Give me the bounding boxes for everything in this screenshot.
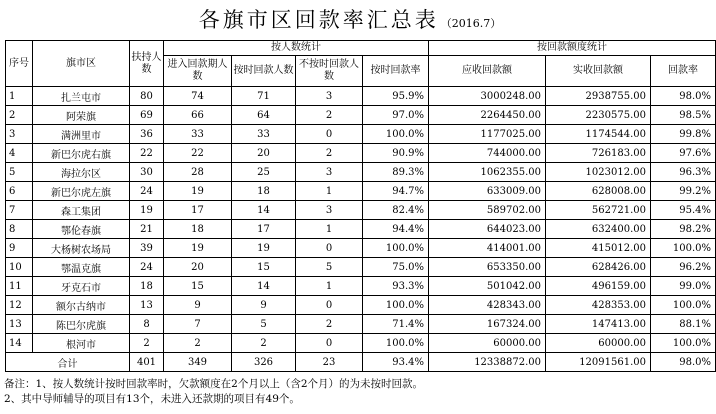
cell-no: 13: [6, 315, 33, 334]
cell-entered: 28: [164, 163, 232, 182]
table-row: [6, 163, 716, 182]
cell-ontime: 20: [232, 144, 296, 163]
cell-entered: 22: [164, 144, 232, 163]
cell-holders: 19: [130, 201, 164, 220]
cell-received: 726183.00: [546, 144, 651, 163]
cell-no: 11: [6, 277, 33, 296]
cell-due: 1062355.00: [429, 163, 546, 182]
cell-region: 额尔古纳市: [33, 296, 130, 315]
cell-no: 2: [6, 106, 33, 125]
cell-ontime-rate: 100.0%: [363, 125, 429, 144]
cell-not-ontime: 0: [296, 239, 363, 258]
cell-return-rate: 99.8%: [651, 125, 716, 144]
cell-no: 5: [6, 163, 33, 182]
table-row: [6, 144, 716, 163]
cell-due: 3000248.00: [429, 87, 546, 106]
cell-entered: 15: [164, 277, 232, 296]
cell-received: 1023012.00: [546, 163, 651, 182]
table-row: [6, 277, 716, 296]
cell-return-rate: 98.2%: [651, 220, 716, 239]
cell-received: 428353.00: [546, 296, 651, 315]
cell-not-ontime: 0: [296, 125, 363, 144]
cell-due: 653350.00: [429, 258, 546, 277]
cell-return-rate: 95.4%: [651, 201, 716, 220]
cell-due: 589702.00: [429, 201, 546, 220]
cell-no: 14: [6, 334, 33, 353]
cell-not-ontime: 3: [296, 201, 363, 220]
header-seq: 序号: [6, 41, 33, 87]
cell-region: 鄂伦春旗: [33, 220, 130, 239]
cell-ontime-rate: 100.0%: [363, 334, 429, 353]
cell-ontime: 14: [232, 201, 296, 220]
cell-region: 新巴尔虎左旗: [33, 182, 130, 201]
cell-ontime-rate: 94.7%: [363, 182, 429, 201]
header-entered: 进入回款期人数: [164, 56, 232, 87]
cell-ontime: 18: [232, 182, 296, 201]
cell-due: 428343.00: [429, 296, 546, 315]
cell-entered: 74: [164, 87, 232, 106]
cell-due: 501042.00: [429, 277, 546, 296]
cell-ontime-rate: 89.3%: [363, 163, 429, 182]
cell-entered: 7: [164, 315, 232, 334]
cell-ontime-rate: 100.0%: [363, 239, 429, 258]
cell-received: 562721.00: [546, 201, 651, 220]
cell-due: 1177025.00: [429, 125, 546, 144]
title-date: （2016.7）: [440, 17, 502, 30]
cell-return-rate: 100.0%: [651, 239, 716, 258]
cell-entered: 33: [164, 125, 232, 144]
note-line: 2、其中导师辅导的项目有13个，未进入还款期的项目有49个。: [4, 393, 300, 405]
cell-not-ontime: 3: [296, 163, 363, 182]
cell-due: 60000.00: [429, 334, 546, 353]
cell-return-rate: 97.6%: [651, 144, 716, 163]
cell-ontime: 17: [232, 220, 296, 239]
cell-ontime: 19: [232, 239, 296, 258]
cell-due: 167324.00: [429, 315, 546, 334]
cell-holders: 39: [130, 239, 164, 258]
cell-received: 60000.00: [546, 334, 651, 353]
cell-received: 628008.00: [546, 182, 651, 201]
cell-holders: 24: [130, 182, 164, 201]
cell-due: 644023.00: [429, 220, 546, 239]
cell-return-rate: 98.5%: [651, 106, 716, 125]
cell-holders: 13: [130, 296, 164, 315]
table-row: [6, 315, 716, 334]
cell-entered: 19: [164, 239, 232, 258]
cell-due: 414001.00: [429, 239, 546, 258]
cell-ontime: 25: [232, 163, 296, 182]
header-not-ontime: 不按时回款人数: [296, 56, 363, 87]
table-row: [6, 334, 716, 353]
cell-no: 4: [6, 144, 33, 163]
cell-region: 阿荣旗: [33, 106, 130, 125]
cell-holders: 24: [130, 258, 164, 277]
cell-no: 1: [6, 87, 33, 106]
cell-region: 新巴尔虎右旗: [33, 144, 130, 163]
cell-no: 8: [6, 220, 33, 239]
title-block: [0, 4, 700, 34]
cell-region: 满洲里市: [33, 125, 130, 144]
cell-ontime: 64: [232, 106, 296, 125]
cell-region: 森工集团: [33, 201, 130, 220]
total-return-rate: 98.0%: [651, 353, 716, 372]
cell-return-rate: 99.2%: [651, 182, 716, 201]
cell-entered: 18: [164, 220, 232, 239]
cell-region: 根河市: [33, 334, 130, 353]
cell-not-ontime: 0: [296, 296, 363, 315]
cell-not-ontime: 2: [296, 315, 363, 334]
cell-ontime-rate: 75.0%: [363, 258, 429, 277]
cell-return-rate: 100.0%: [651, 334, 716, 353]
cell-ontime: 2: [232, 334, 296, 353]
table-row: [6, 201, 716, 220]
header-ontime-rate: 按时回款率: [363, 56, 429, 87]
header-region: 旗市区: [33, 41, 130, 87]
notes: [4, 377, 423, 407]
cell-not-ontime: 5: [296, 258, 363, 277]
header-ontime: 按时回款人数: [232, 56, 296, 87]
cell-region: 大杨树农场局: [33, 239, 130, 258]
cell-return-rate: 96.3%: [651, 163, 716, 182]
cell-due: 633009.00: [429, 182, 546, 201]
total-due: 12338872.00: [429, 353, 546, 372]
cell-holders: 30: [130, 163, 164, 182]
header-due: 应收回款额: [429, 56, 546, 87]
cell-holders: 36: [130, 125, 164, 144]
cell-return-rate: 99.0%: [651, 277, 716, 296]
cell-entered: 2: [164, 334, 232, 353]
cell-due: 2264450.00: [429, 106, 546, 125]
cell-ontime: 5: [232, 315, 296, 334]
cell-holders: 2: [130, 334, 164, 353]
header-received: 实收回款额: [546, 56, 651, 87]
table-row: [6, 239, 716, 258]
total-ontime: 326: [232, 353, 296, 372]
cell-received: 496159.00: [546, 277, 651, 296]
cell-ontime-rate: 82.4%: [363, 201, 429, 220]
cell-due: 744000.00: [429, 144, 546, 163]
total-not-ontime: 23: [296, 353, 363, 372]
cell-holders: 80: [130, 87, 164, 106]
cell-region: 牙克石市: [33, 277, 130, 296]
cell-no: 10: [6, 258, 33, 277]
cell-received: 628426.00: [546, 258, 651, 277]
cell-no: 3: [6, 125, 33, 144]
total-label: 合计: [6, 353, 130, 372]
cell-region: 扎兰屯市: [33, 87, 130, 106]
cell-entered: 9: [164, 296, 232, 315]
cell-holders: 8: [130, 315, 164, 334]
cell-entered: 17: [164, 201, 232, 220]
table-row: [6, 182, 716, 201]
cell-return-rate: 98.0%: [651, 87, 716, 106]
cell-not-ontime: 1: [296, 182, 363, 201]
cell-holders: 21: [130, 220, 164, 239]
table-row: [6, 296, 716, 315]
cell-return-rate: 100.0%: [651, 296, 716, 315]
summary-table: [5, 40, 716, 372]
cell-no: 12: [6, 296, 33, 315]
cell-holders: 18: [130, 277, 164, 296]
cell-not-ontime: 2: [296, 106, 363, 125]
cell-received: 632400.00: [546, 220, 651, 239]
header-group-amount: 按回款额度统计: [429, 41, 716, 56]
cell-region: 鄂温克旗: [33, 258, 130, 277]
cell-return-rate: 88.1%: [651, 315, 716, 334]
table-row: [6, 258, 716, 277]
cell-holders: 22: [130, 144, 164, 163]
cell-received: 2938755.00: [546, 87, 651, 106]
table-row: [6, 220, 716, 239]
table-row: [6, 106, 716, 125]
total-received: 12091561.00: [546, 353, 651, 372]
cell-not-ontime: 3: [296, 87, 363, 106]
cell-entered: 66: [164, 106, 232, 125]
cell-not-ontime: 1: [296, 277, 363, 296]
cell-not-ontime: 1: [296, 220, 363, 239]
cell-not-ontime: 2: [296, 144, 363, 163]
cell-ontime-rate: 71.4%: [363, 315, 429, 334]
cell-holders: 69: [130, 106, 164, 125]
page-title: 各旗市区回款率汇总表: [198, 8, 439, 32]
cell-entered: 20: [164, 258, 232, 277]
cell-ontime-rate: 100.0%: [363, 296, 429, 315]
cell-no: 7: [6, 201, 33, 220]
cell-region: 陈巴尔虎旗: [33, 315, 130, 334]
cell-received: 1174544.00: [546, 125, 651, 144]
header-holders: 扶持人数: [130, 41, 164, 87]
total-row: [6, 353, 716, 372]
total-ontime-rate: 93.4%: [363, 353, 429, 372]
cell-ontime-rate: 97.0%: [363, 106, 429, 125]
cell-region: 海拉尔区: [33, 163, 130, 182]
cell-received: 147413.00: [546, 315, 651, 334]
cell-ontime-rate: 95.9%: [363, 87, 429, 106]
cell-ontime-rate: 94.4%: [363, 220, 429, 239]
table-row: [6, 125, 716, 144]
cell-entered: 19: [164, 182, 232, 201]
cell-no: 6: [6, 182, 33, 201]
cell-ontime: 9: [232, 296, 296, 315]
cell-ontime: 33: [232, 125, 296, 144]
table-row: [6, 87, 716, 106]
cell-no: 9: [6, 239, 33, 258]
cell-return-rate: 96.2%: [651, 258, 716, 277]
note-line: 备注：1、按人数统计按时回款率时，欠款额度在2个月以上（含2个月）的为未按时回款。: [4, 378, 424, 390]
total-entered: 349: [164, 353, 232, 372]
cell-not-ontime: 0: [296, 334, 363, 353]
cell-received: 2230575.00: [546, 106, 651, 125]
cell-ontime: 71: [232, 87, 296, 106]
cell-ontime-rate: 93.3%: [363, 277, 429, 296]
table-body: [6, 87, 716, 372]
cell-ontime: 14: [232, 277, 296, 296]
cell-received: 415012.00: [546, 239, 651, 258]
total-holders: 401: [130, 353, 164, 372]
header-return-rate: 回款率: [651, 56, 716, 87]
cell-ontime: 15: [232, 258, 296, 277]
header-group-people: 按人数统计: [164, 41, 429, 56]
cell-ontime-rate: 90.9%: [363, 144, 429, 163]
